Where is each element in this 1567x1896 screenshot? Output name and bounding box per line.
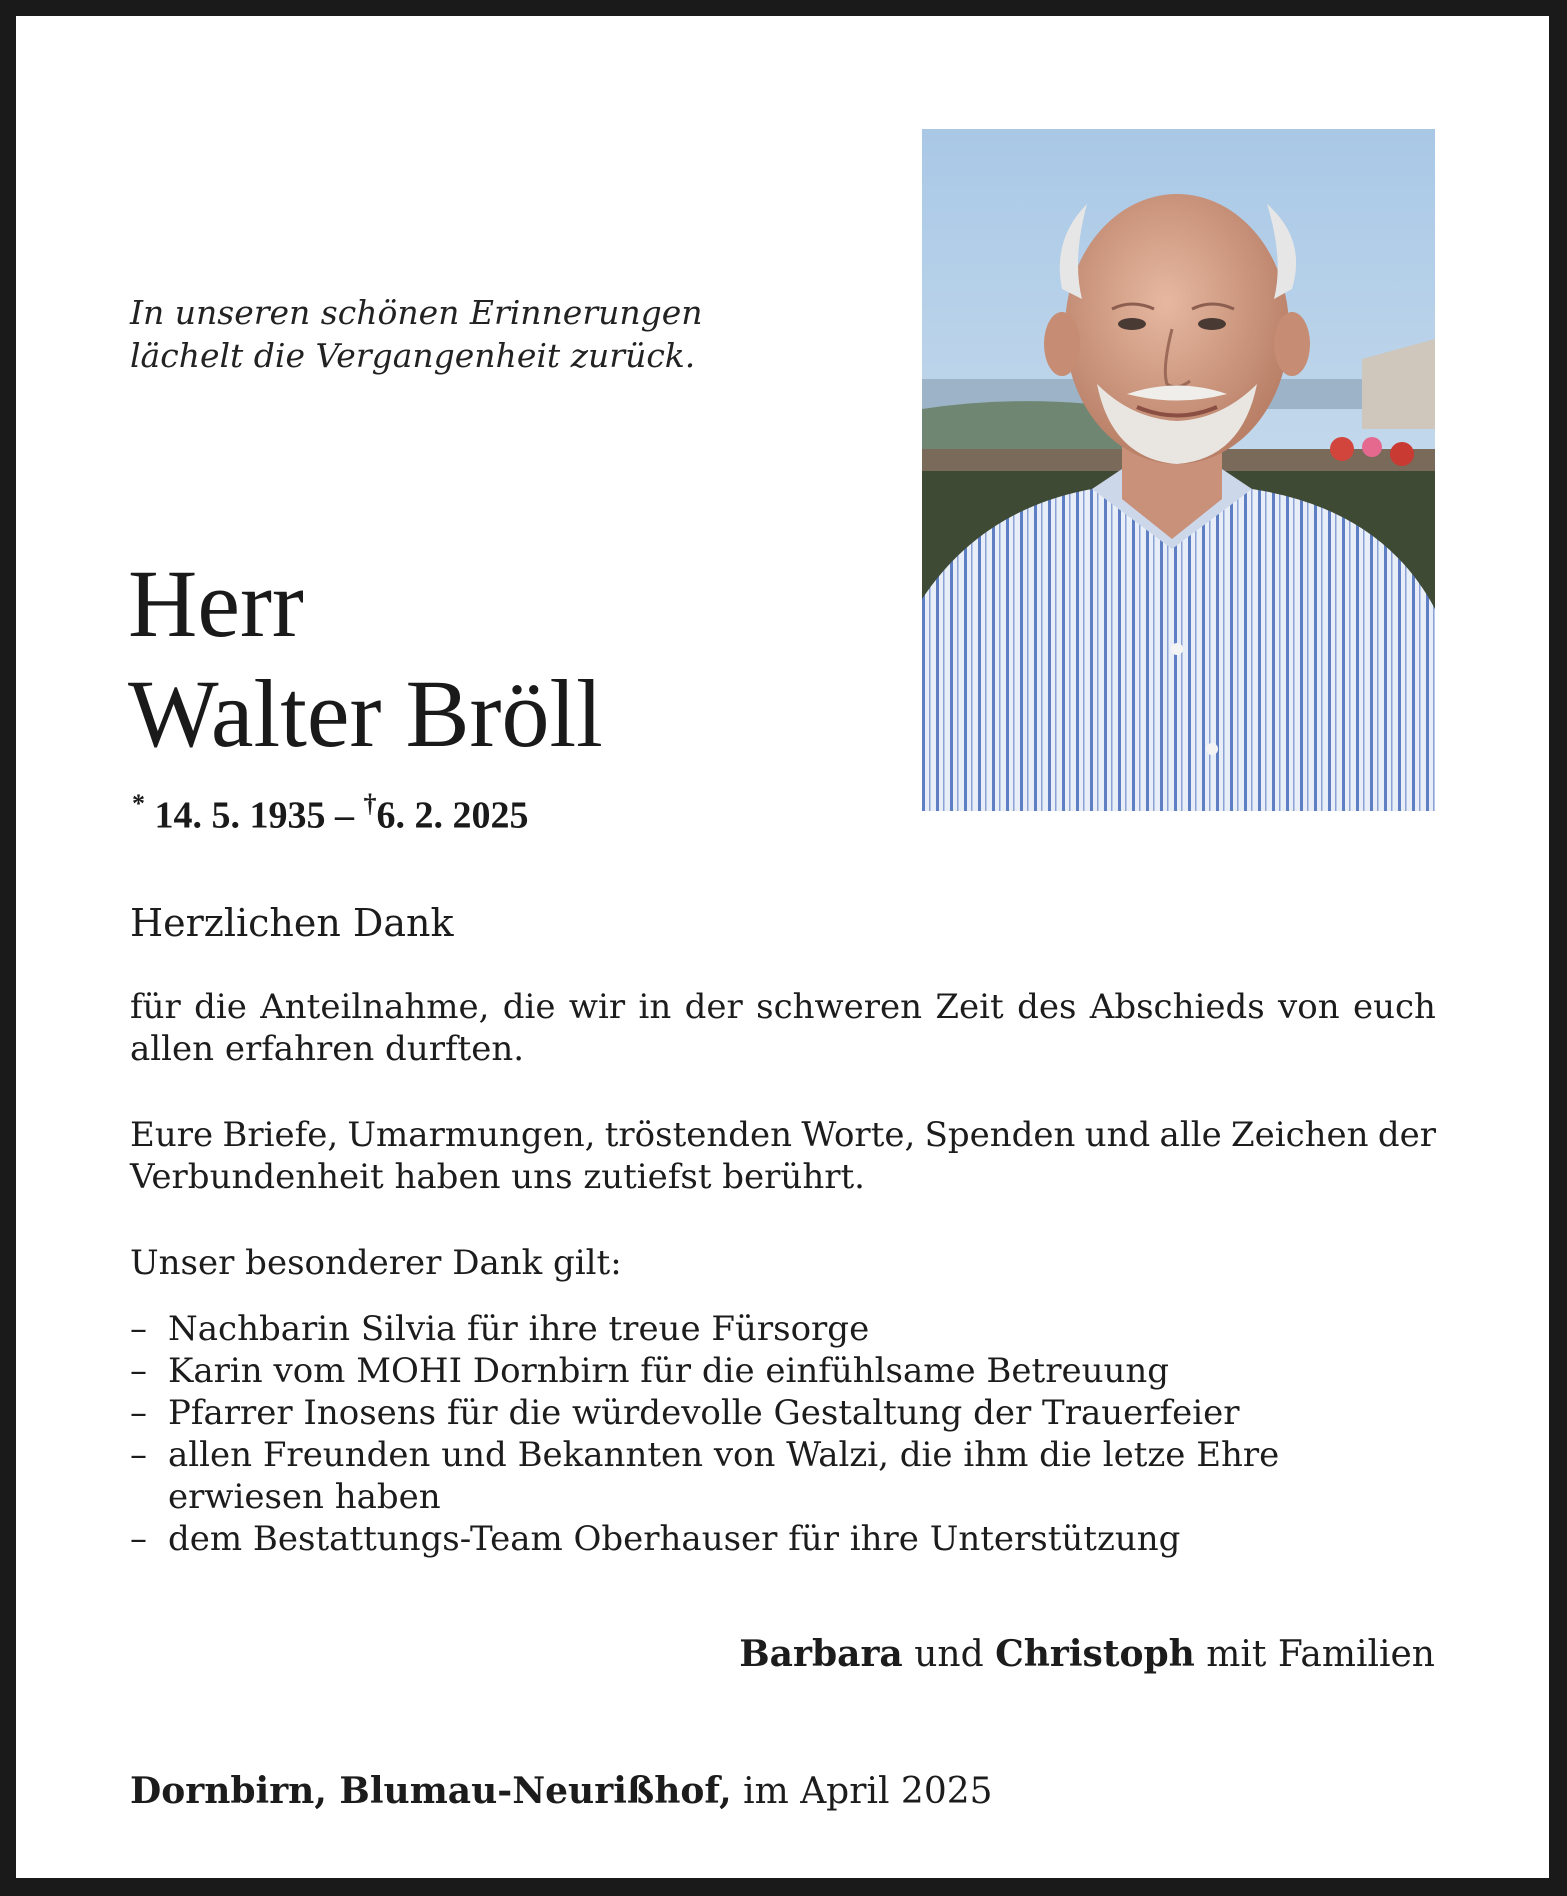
special-thanks-list <box>130 1308 1430 1560</box>
list-bullet: – <box>130 1393 147 1433</box>
birth-symbol: * <box>132 789 145 818</box>
list-item-text: allen Freunden und Bekannten von Walzi, die ihm die letze Ehre erwiesen haben <box>168 1435 1280 1517</box>
list-bullet: – <box>130 1435 147 1475</box>
place-location: Dornbirn, Blumau-Neurißhof, <box>130 1770 732 1812</box>
list-item-text: dem Bestattungs-Team Oberhauser für ihre Unterstützung <box>168 1519 1181 1559</box>
paragraph-1-line-2: allen erfahren durften. <box>130 1029 525 1069</box>
list-item-text: Karin vom MOHI Dornbirn für die einfühlsame Betreuung <box>168 1351 1170 1391</box>
list-item-text: Pfarrer Inosens für die würdevolle Gestaltung der Trauerfeier <box>168 1393 1240 1433</box>
life-dates <box>132 791 529 838</box>
paragraph-1-line-1: für die Anteilnahme, die wir in der schweren Zeit des Abschieds von euch <box>130 987 1436 1027</box>
obituary-page <box>16 16 1549 1878</box>
death-date: 6. 2. 2025 <box>376 794 529 837</box>
paragraph-2-line-1: Eure Briefe, Umarmungen, tröstenden Worte, Spenden und alle Zeichen der <box>130 1115 1436 1155</box>
place-and-date <box>130 1770 993 1812</box>
list-bullet: – <box>130 1309 147 1349</box>
deceased-name-block <box>128 549 768 769</box>
signature-suffix: mit Familien <box>1206 1634 1435 1675</box>
list-bullet: – <box>130 1351 147 1391</box>
place-date: im April 2025 <box>743 1771 993 1812</box>
date-separator: – <box>335 794 354 837</box>
death-symbol: † <box>363 789 377 818</box>
list-item <box>130 1518 1430 1560</box>
list-item <box>130 1350 1430 1392</box>
list-bullet: – <box>130 1519 147 1559</box>
signature-name-1: Barbara <box>739 1633 903 1675</box>
thanks-paragraph-2 <box>130 1114 1436 1198</box>
thanks-heading: Herzlichen Dank <box>130 901 454 945</box>
deceased-name: Walter Bröll <box>128 660 603 767</box>
motto-line-2: lächelt die Vergangenheit zurück. <box>130 336 696 375</box>
thanks-paragraph-1 <box>130 986 1436 1070</box>
motto-quote <box>130 291 750 377</box>
motto-line-1: In unseren schönen Erinnerungen <box>130 293 703 332</box>
birth-date: 14. 5. 1935 <box>154 794 326 837</box>
portrait-photo <box>922 129 1435 811</box>
list-item <box>130 1434 1298 1518</box>
signature-name-2: Christoph <box>995 1633 1195 1675</box>
list-item <box>130 1308 1430 1350</box>
list-item <box>130 1392 1430 1434</box>
list-item-text: Nachbarin Silvia für ihre treue Fürsorge <box>168 1309 870 1349</box>
paragraph-2-line-2: Verbundenheit haben uns zutiefst berührt. <box>130 1157 865 1197</box>
deceased-title: Herr <box>128 550 304 657</box>
special-thanks-intro: Unser besonderer Dank gilt: <box>130 1243 622 1283</box>
signature <box>739 1633 1435 1675</box>
signature-and: und <box>914 1634 984 1675</box>
